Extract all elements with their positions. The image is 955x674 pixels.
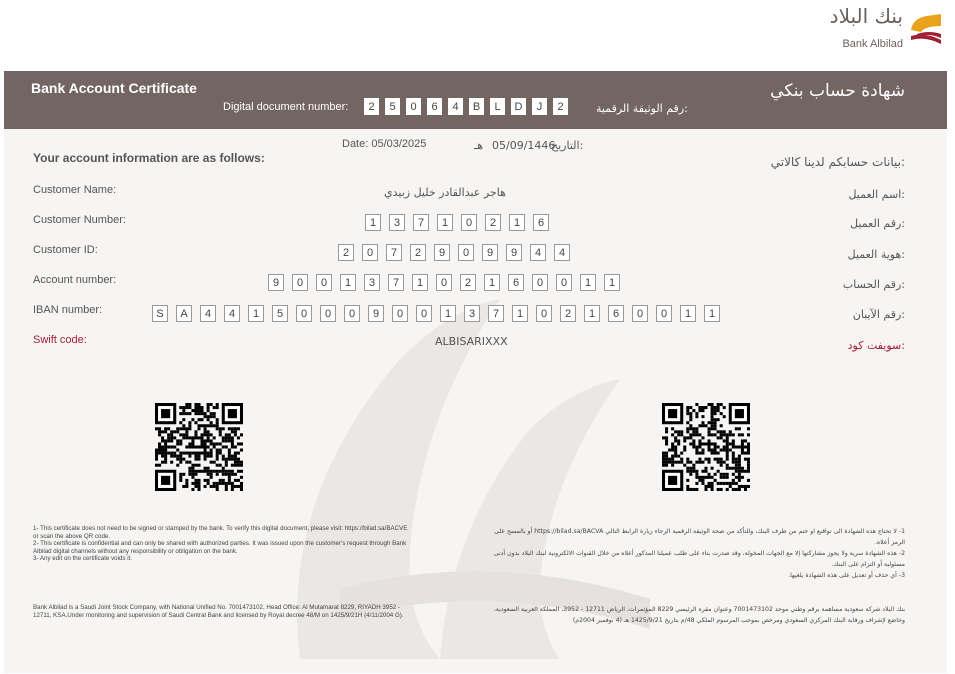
account-number-label: Account number: [33, 274, 117, 286]
customer-number-label: Customer Number: [33, 214, 126, 226]
iban-char: 0 [632, 305, 648, 322]
footnote-en-3: 3- Any edit on the certificate voids it. [33, 555, 133, 563]
iban-label-ar: رقم الآيبان: [852, 308, 905, 321]
doc-number-char: 2 [364, 98, 379, 115]
doc-number-char: 4 [448, 98, 463, 115]
swift-label-ar: سويفت كود: [847, 339, 905, 352]
doc-number-char: 0 [406, 98, 421, 115]
qr-code-left[interactable] [155, 403, 243, 491]
customer-number-digit: 1 [509, 214, 525, 231]
iban-label: IBAN number: [33, 304, 103, 316]
iban-char: 1 [584, 305, 600, 322]
footnote-ar-2: 2- هذه الشهادة سرية ولا يجوز مشاركتها إلا مع الجهات المخولة، وقد صدرت بناء على طلب عميلنا المذكور أعلاه من خلال القنوات الالكترونية لبنك البلاد بدون أدنى مسئولية أو التزام على البنك. [493, 550, 905, 568]
doc-number-label-en: Digital document number: [223, 101, 349, 113]
doc-number-char: 5 [385, 98, 400, 115]
doc-number-char: J [532, 98, 547, 115]
customer-name-value: هاجر عبدالقادر خليل زبيدي [384, 186, 506, 199]
iban-char: 4 [200, 305, 216, 322]
gregorian-date: Date: 05/03/2025 [342, 138, 427, 150]
doc-number-char: 2 [553, 98, 568, 115]
footnote-en-2: 2- This certificate is confidential and can only be shared with authorized parties. It was issued upon the customer's request through Bank Albilad digital channels without any responsibility or obligation on the bank. [33, 540, 407, 555]
logo-mark-icon [907, 10, 945, 46]
customer-id-digit: 4 [530, 244, 546, 261]
account-number-label-ar: رقم الحساب: [842, 278, 905, 291]
account-number-boxes [268, 274, 620, 291]
info-heading-ar: بيانات حسابكم لدينا كالاتي: [770, 155, 905, 169]
iban-char: 0 [536, 305, 552, 322]
certificate-header [4, 71, 947, 129]
iban-char: A [176, 305, 192, 322]
customer-id-digit: 0 [458, 244, 474, 261]
footnote-ar-3: 3- أي حذف أو تعديل على هذه الشهادة يلغيها. [788, 572, 905, 579]
customer-number-digit: 1 [365, 214, 381, 231]
iban-char: 1 [248, 305, 264, 322]
iban-char: 1 [680, 305, 696, 322]
customer-id-digit: 7 [386, 244, 402, 261]
iban-char: 5 [272, 305, 288, 322]
account-number-digit: 7 [388, 274, 404, 291]
iban-char: 2 [560, 305, 576, 322]
logo-arabic-text: بنك البلاد [829, 4, 903, 28]
iban-char: 7 [488, 305, 504, 322]
customer-name-label-ar: اسم العميل: [848, 188, 905, 201]
account-number-digit: 0 [316, 274, 332, 291]
iban-char: 0 [296, 305, 312, 322]
account-number-digit: 0 [532, 274, 548, 291]
customer-id-boxes [338, 244, 570, 261]
iban-char: 0 [392, 305, 408, 322]
title-english: Bank Account Certificate [31, 80, 197, 96]
company-info-en: Bank Albilad is a Saudi Joint Stock Company, with National Unified No. 7001473102, Head Office: Al Mutamarat 8229, RIYADH 3952 - 12711, KSA.Under monitoring and supervision of Saudi Central Bank and licensed by Royal decree 48/M on 1425/9/21H (4/11/2004 G). [33, 604, 404, 619]
customer-number-digit: 2 [485, 214, 501, 231]
account-number-digit: 1 [580, 274, 596, 291]
iban-char: 3 [464, 305, 480, 322]
iban-char: 0 [656, 305, 672, 322]
certificate-card [4, 71, 947, 673]
customer-id-digit: 4 [554, 244, 570, 261]
hijri-date-label: التاريخ: [551, 139, 584, 152]
account-number-digit: 2 [460, 274, 476, 291]
logo-english-text: Bank Albilad [842, 38, 903, 50]
account-number-digit: 1 [340, 274, 356, 291]
customer-id-digit: 2 [338, 244, 354, 261]
customer-id-label-ar: هوية العميل: [847, 248, 905, 261]
customer-number-digit: 3 [389, 214, 405, 231]
account-number-digit: 3 [364, 274, 380, 291]
customer-number-digit: 7 [413, 214, 429, 231]
customer-number-digit: 6 [533, 214, 549, 231]
iban-boxes [152, 305, 720, 322]
swift-label: Swift code: [33, 334, 87, 346]
iban-char: 6 [608, 305, 624, 322]
iban-char: 1 [512, 305, 528, 322]
hijri-date-value: 05/09/1446 [492, 139, 556, 152]
iban-char: 1 [704, 305, 720, 322]
doc-number-char: L [490, 98, 505, 115]
iban-char: 4 [224, 305, 240, 322]
customer-id-digit: 2 [410, 244, 426, 261]
customer-number-boxes [365, 214, 549, 231]
doc-number-char: D [511, 98, 526, 115]
customer-id-digit: 9 [434, 244, 450, 261]
iban-char: 1 [440, 305, 456, 322]
customer-number-label-ar: رقم العميل: [850, 217, 905, 230]
account-number-digit: 9 [268, 274, 284, 291]
account-number-digit: 0 [292, 274, 308, 291]
qr-code-right[interactable] [662, 403, 750, 491]
customer-id-label: Customer ID: [33, 244, 98, 256]
account-number-digit: 1 [604, 274, 620, 291]
footnotes-en [33, 525, 413, 563]
hijri-suffix: هـ [474, 139, 484, 152]
doc-number-boxes [364, 98, 568, 115]
customer-id-digit: 9 [482, 244, 498, 261]
doc-number-label-ar: رقم الوثيقة الرقمية: [596, 102, 688, 115]
footnotes-ar [480, 526, 905, 581]
account-number-digit: 1 [484, 274, 500, 291]
customer-name-label: Customer Name: [33, 184, 117, 196]
info-heading-en: Your account information are as follows: [33, 151, 265, 165]
iban-char: 0 [416, 305, 432, 322]
swift-value: ALBISARIXXX [435, 335, 508, 348]
customer-id-digit: 0 [362, 244, 378, 261]
account-number-digit: 1 [412, 274, 428, 291]
account-number-digit: 0 [436, 274, 452, 291]
iban-char: 0 [320, 305, 336, 322]
account-number-digit: 0 [556, 274, 572, 291]
title-arabic: شهادة حساب بنكي [770, 81, 905, 101]
company-info-ar: بنك البلاد شركة سعودية مساهمة برقم وطني موحد 7001473102 وعنوان مقره الرئيسي 8229 المؤتمرات، الرياض 12711 - 3952، المملكة العربية السعودية، وخاضع لإشراف ورقابة البنك المركزي السعودي ومرخص بموجب المرسوم الملكي 48/م بتاريخ 1425/9/21 هـ (4 نوفمبر 2004م) [493, 606, 905, 624]
doc-number-char: B [469, 98, 484, 115]
footnote-ar-1: 1- لا تحتاج هذه الشهادة الى تواقيع او ختم من طرف البنك، وللتأكد من صحة الوثيقة الرقمية الرجاء زيارة الرابط التالي https://bilad.sa/BACVA أو بالمسح على الرمز أعلاه. [494, 528, 905, 546]
customer-id-digit: 9 [506, 244, 522, 261]
iban-char: S [152, 305, 168, 322]
customer-number-digit: 0 [461, 214, 477, 231]
doc-number-char: 6 [427, 98, 442, 115]
customer-number-digit: 1 [437, 214, 453, 231]
iban-char: 0 [344, 305, 360, 322]
iban-char: 9 [368, 305, 384, 322]
footnote-en-1: 1- This certificate does not need to be signed or stamped by the bank. To verify this digital document, please visit: https://bilad.sa/BACVE or scan the above QR code. [33, 525, 408, 540]
account-number-digit: 6 [508, 274, 524, 291]
